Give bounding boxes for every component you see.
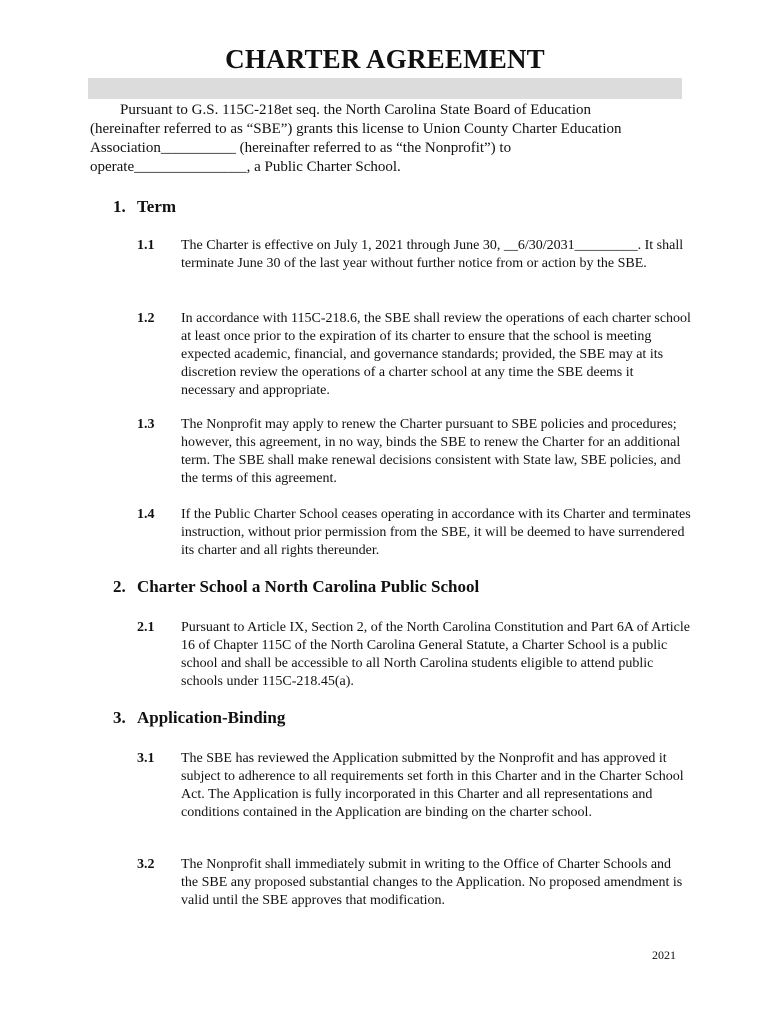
clause-number: 1.1 <box>137 238 155 253</box>
clause-number: 1.4 <box>137 507 155 522</box>
section-number: 1. <box>113 197 126 216</box>
clause-text: Pursuant to Article IX, Section 2, of the North Carolina Constitution and Part 6A of Article 16 of Chapter 115C of the North Carolina General Statute, a Charter School is a public school and shall be accessible to all North Carolina students eligible to attend public schools under 115C-218.45(a). <box>181 620 690 689</box>
section-title: Term <box>137 197 177 216</box>
intro-line: Pursuant to G.S. 115C-218et seq. the North Carolina State Board of Education <box>120 102 592 118</box>
clause-number: 1.3 <box>137 417 155 432</box>
clause-number: 1.2 <box>137 311 155 326</box>
clause-number: 3.2 <box>137 857 155 872</box>
clause-text: The Nonprofit may apply to renew the Charter pursuant to SBE policies and procedures; however, this agreement, in no way, binds the SBE to renew the Charter for an additional term. The SBE shall make renewal decisions consistent with State law, SBE policies, and the terms of this agreement. <box>181 417 681 486</box>
clause-number: 2.1 <box>137 620 155 635</box>
clause-text: The SBE has reviewed the Application submitted by the Nonprofit and has approved it subject to adherence to all requirements set forth in this Charter and in the Charter School Act. The Application is fully incorporated in this Charter and all representations and conditions contained in the Application are binding on the charter school. <box>181 751 684 820</box>
section-title: Charter School a North Carolina Public School <box>137 577 480 596</box>
section-heading-public-school <box>113 577 479 597</box>
intro-paragraph <box>90 101 690 177</box>
clause-number: 3.1 <box>137 751 155 766</box>
clause-text: The Nonprofit shall immediately submit in writing to the Office of Charter Schools and the SBE any proposed substantial changes to the Application. No proposed amendment is valid until the SBE approves that modification. <box>181 857 683 908</box>
clause-text: If the Public Charter School ceases operating in accordance with its Charter and terminates instruction, without prior permission from the SBE, it will be deemed to have surrendered its charter and all rights thereunder. <box>181 507 691 558</box>
intro-line: (hereinafter referred to as “SBE”) grants this license to Union County Charter Education <box>90 121 622 137</box>
section-number: 2. <box>113 577 126 596</box>
section-title: Application-Binding <box>137 708 286 727</box>
clause-text: In accordance with 115C-218.6, the SBE shall review the operations of each charter school at least once prior to the expiration of its charter to ensure that the school is meeting expected academic, financial, and governance standards; provided, the SBE may at its discretion review the operations of a charter school at any time the SBE deems it necessary and appropriate. <box>181 311 691 398</box>
section-number: 3. <box>113 708 126 727</box>
intro-line: operate_______________, a Public Charter School. <box>90 159 401 175</box>
title-shade-bar <box>88 78 682 99</box>
footer-year: 2021 <box>652 948 676 962</box>
section-heading-term <box>113 197 176 217</box>
clause-text: The Charter is effective on July 1, 2021 through June 30, __6/30/2031_________. It shall terminate June 30 of the last year without further notice from or action by the SBE. <box>181 238 684 271</box>
section-heading-application-binding <box>113 708 285 728</box>
intro-line: Association__________ (hereinafter referred to as “the Nonprofit”) to <box>90 140 512 156</box>
document-title: CHARTER AGREEMENT <box>225 44 545 74</box>
